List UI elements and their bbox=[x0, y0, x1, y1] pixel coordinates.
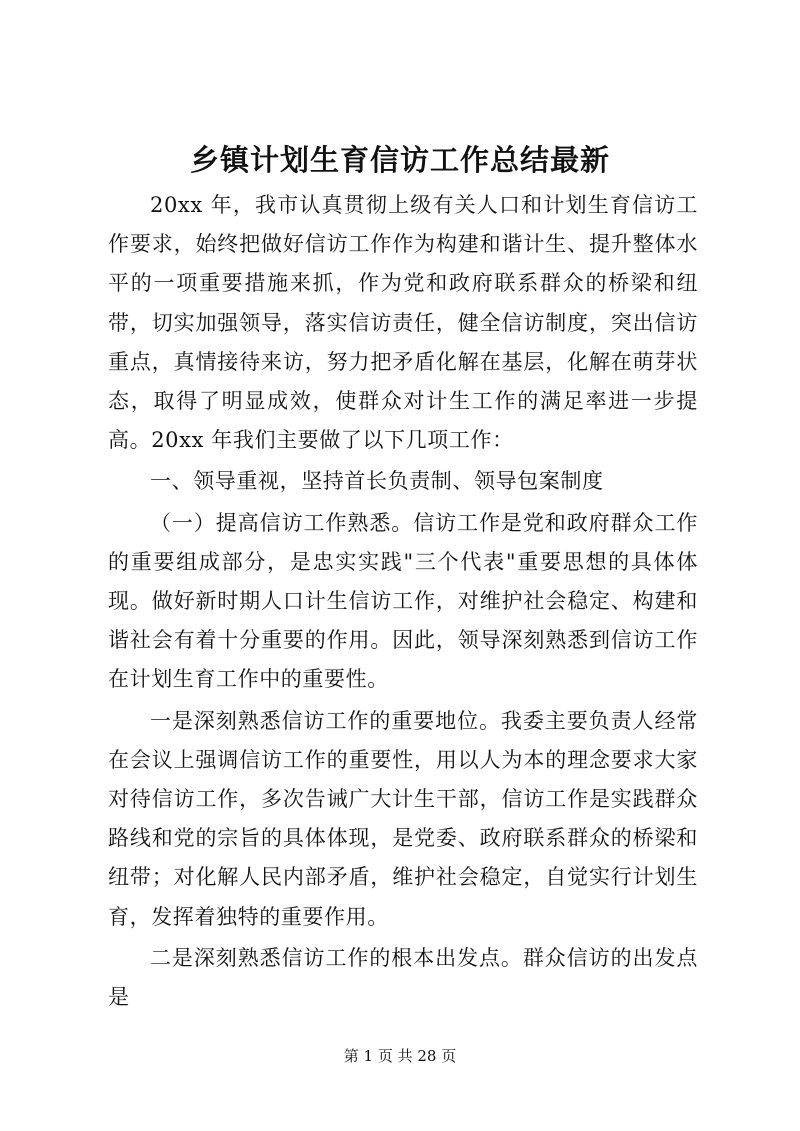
document-body bbox=[108, 186, 698, 1017]
page-footer: 第 1 页 共 28 页 bbox=[343, 1047, 457, 1065]
paragraph-point-1: 一是深刻熟悉信访工作的重要地位。我委主要负责人经常在会议上强调信访工作的重要性，用以人为本的理念要求大家对待信访工作，多次告诫广大计生干部，信访工作是实践群众路线和党的宗旨的具体体现，是党委、政府联系群众的桥梁和纽带；对化解人民内部矛盾，维护社会稳定，自觉实行计划生育，发挥着独特的重要作用。 bbox=[108, 708, 698, 929]
paragraph-intro: 20xx 年，我市认真贯彻上级有关人口和计划生育信访工作要求，始终把做好信访工作作为构建和谐计生、提升整体水平的一项重要措施来抓，作为党和政府联系群众的桥梁和纽带，切实加强领导，落实信访责任，健全信访制度，突出信访重点，真情接待来访，努力把矛盾化解在基层，化解在萌芽状态，取得了明显成效，使群众对计生工作的满足率进一步提高。20xx 年我们主要做了以下几项工作： bbox=[108, 193, 698, 453]
document-title: 乡镇计划生育信访工作总结最新 bbox=[189, 143, 610, 177]
paragraph-subsection-1: （一）提高信访工作熟悉。信访工作是党和政府群众工作的重要组成部分，是忠实实践"三个代表"重要思想的具体体现。做好新时期人口计生信访工作，对维护社会稳定、构建和谐社会有着十分重要的作用。因此，领导深刻熟悉到信访工作在计划生育工作中的重要性。 bbox=[108, 510, 698, 692]
paragraph-section-heading: 一、领导重视，坚持首长负责制、领导包案制度 bbox=[150, 469, 604, 494]
paragraph-point-2: 二是深刻熟悉信访工作的根本出发点。群众信访的出发点是 bbox=[108, 945, 698, 1010]
